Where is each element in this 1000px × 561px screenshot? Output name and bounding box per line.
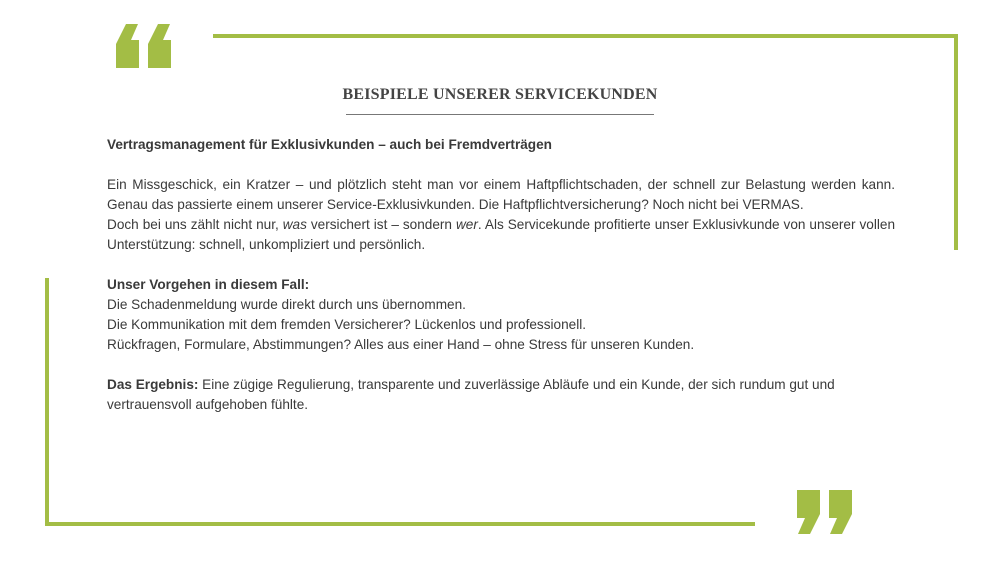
frame-left-line: [45, 278, 49, 526]
result-text: Eine zügige Regulierung, transparente und zuverlässige Abläufe und ein Kunde, der sich rundum gut und vertrauensvoll aufgehoben fühlte.: [107, 377, 835, 412]
result-paragraph: [107, 375, 895, 415]
frame-bottom-line: [45, 522, 755, 526]
opening-quote-icon: [116, 24, 172, 70]
page-heading: BEISPIELE UNSERER SERVICEKUNDEN: [342, 86, 658, 103]
closing-quote-icon: [796, 488, 852, 534]
heading-underline: [346, 114, 654, 115]
spacer: [107, 355, 895, 375]
paragraph-support: [107, 215, 895, 255]
emphasis-what: was: [282, 217, 307, 232]
approach-line: Rückfragen, Formulare, Abstimmungen? Alles aus einer Hand – ohne Stress für unseren Kunden.: [107, 337, 695, 352]
paragraph-incident: Ein Missgeschick, ein Kratzer – und plötzlich steht man vor einem Haftpflichtschaden, der schnell zur Belastung werden kann. Genau das passierte einem unserer Service-Exklusivkunden. Die Haftpflichtversicherung? Noch nicht bei VERMAS.: [107, 177, 895, 212]
article-body: [107, 135, 895, 415]
article-subtitle: Vertragsmanagement für Exklusivkunden – auch bei Fremdverträgen: [107, 137, 552, 152]
spacer: [107, 155, 895, 175]
frame-top-line: [213, 34, 958, 38]
emphasis-who: wer: [455, 217, 478, 232]
approach-line: Die Schadenmeldung wurde direkt durch uns übernommen.: [107, 297, 466, 312]
paragraph-support-part1: Doch bei uns zählt nicht nur,: [107, 217, 283, 232]
approach-heading: Unser Vorgehen in diesem Fall:: [107, 277, 310, 292]
approach-line: Die Kommunikation mit dem fremden Versicherer? Lückenlos und professionell.: [107, 317, 587, 332]
paragraph-support-part3: . Als Servicekunde profitierte unser Exklusivkunde von unserer vollen Unterstützung: schnell, unkompliziert und persönlich.: [107, 217, 895, 252]
frame-right-line: [954, 34, 958, 250]
paragraph-support-part2: versichert ist – sondern: [306, 217, 456, 232]
result-label: Das Ergebnis:: [107, 377, 199, 392]
spacer: [107, 255, 895, 275]
